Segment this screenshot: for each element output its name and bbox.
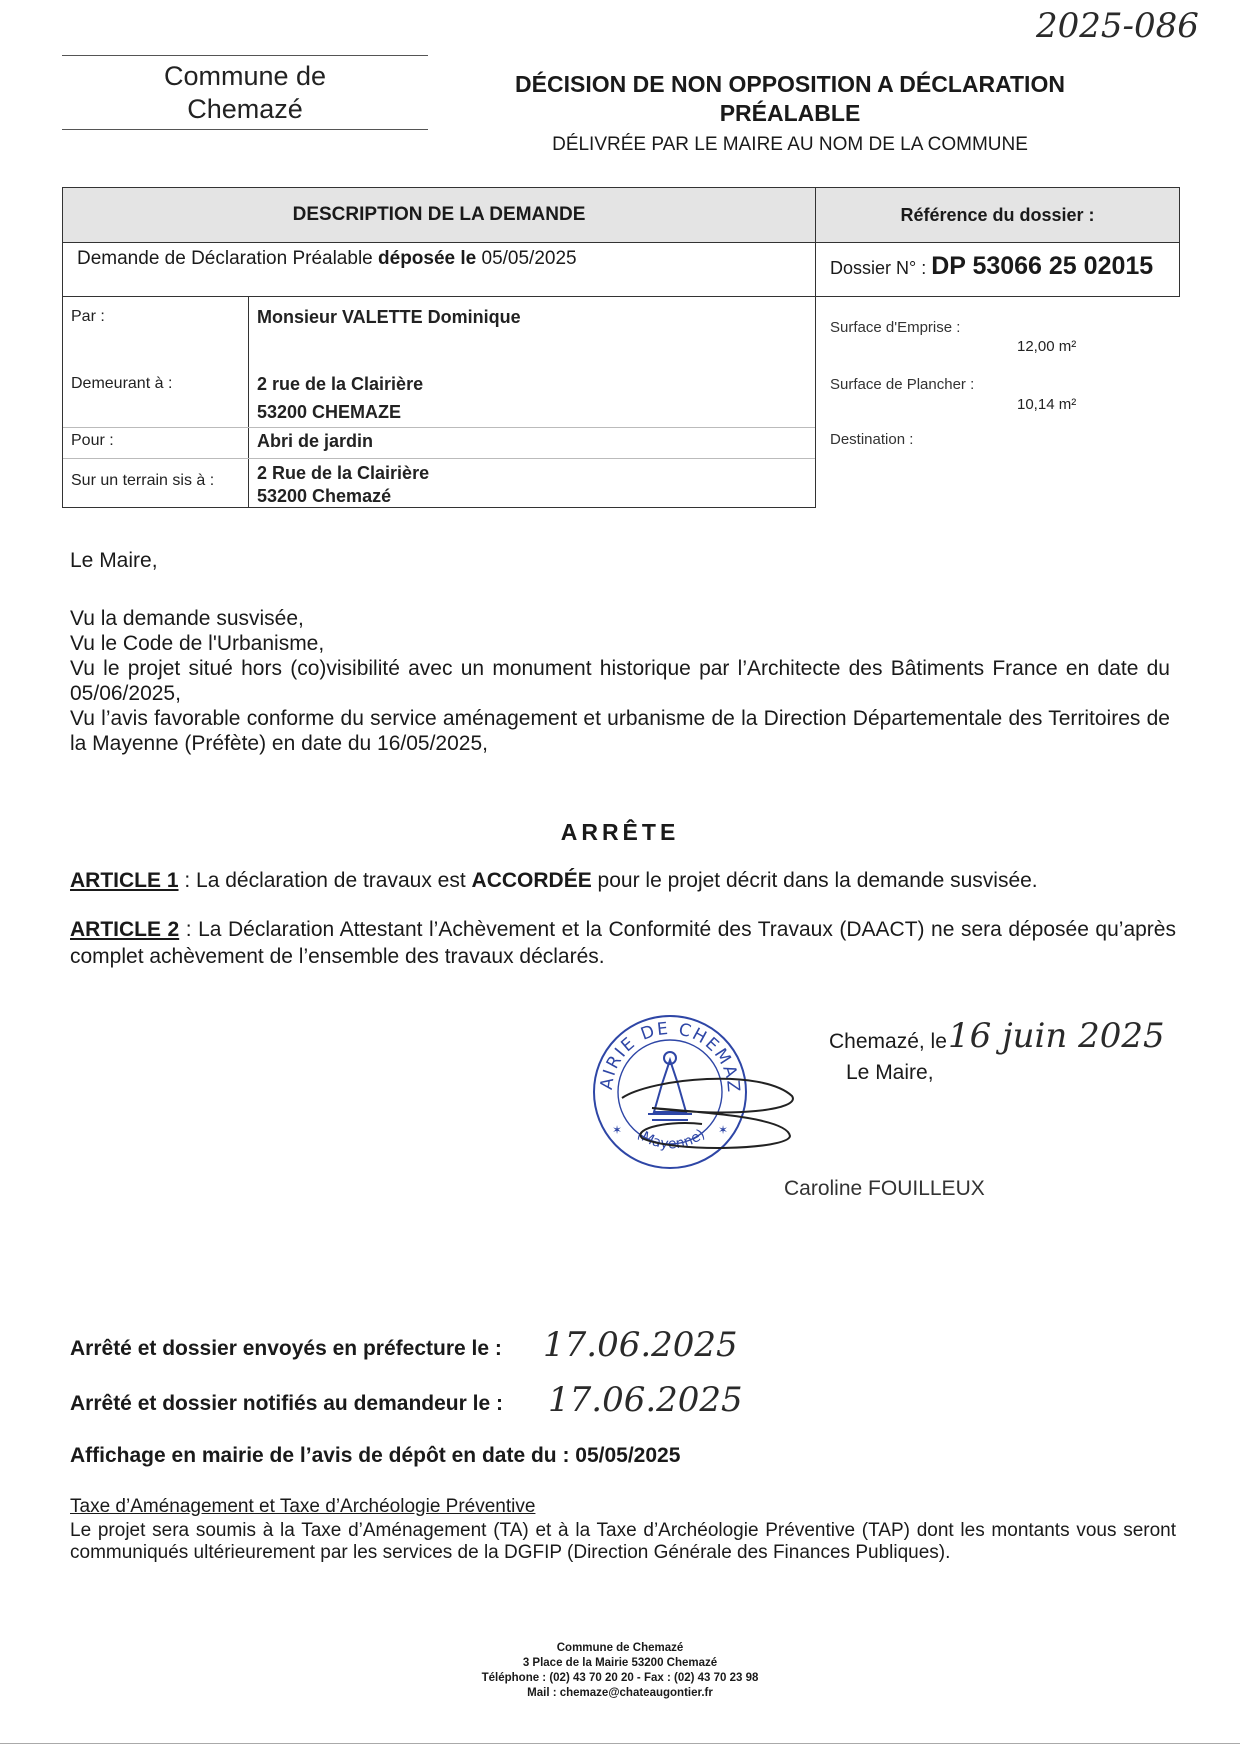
vu-code: Vu le Code de l'Urbanisme, xyxy=(70,632,325,655)
applicant-label: Par : xyxy=(71,308,105,325)
signature-place: Chemazé, le xyxy=(829,1030,947,1053)
article-1 xyxy=(70,867,1176,894)
reference-box xyxy=(815,187,1180,297)
address-line-2: 53200 CHEMAZE xyxy=(257,402,402,422)
description-header xyxy=(63,188,815,243)
emprise-value: 12,00 m² xyxy=(1017,338,1077,355)
article-2-label: ARTICLE 2 xyxy=(70,918,180,941)
deposit-line xyxy=(77,248,797,270)
article-1-accordee: ACCORDÉE xyxy=(471,869,592,892)
commune-line-1: Commune de xyxy=(163,61,327,91)
row-divider-pour xyxy=(63,427,815,428)
plancher-value: 10,14 m² xyxy=(1017,396,1077,413)
vu-projet: Vu le projet situé hors (co)visibilité avec un monument historique par l’Architecte des Bâtiments France en date du 05/06/2025, xyxy=(70,657,1170,705)
taxes-text: Le projet sera soumis à la Taxe d’Aménagement (TA) et à la Taxe d’Archéologie Préventive (TAP) dont les montants vous seront communiqués ultérieurement par les services de la DGFIP (Direction Générale des Finances Publiques). xyxy=(70,1520,1176,1563)
description-table xyxy=(62,187,816,508)
svg-text:✶: ✶ xyxy=(718,1123,729,1137)
purpose-value: Abri de jardin xyxy=(257,431,374,451)
handwritten-file-number: 2025-086 xyxy=(1036,6,1199,46)
dossier-number-line xyxy=(830,252,1153,281)
stamp-bottom-text: (Mayenne) xyxy=(633,1126,709,1153)
signature-role: Le Maire, xyxy=(846,1061,934,1084)
scan-bottom-edge xyxy=(0,1743,1240,1744)
plancher-label: Surface de Plancher : xyxy=(830,376,975,393)
address-line-1: 2 rue de la Clairière xyxy=(257,374,424,394)
description-header-label: DESCRIPTION DE LA DEMANDE xyxy=(292,204,586,225)
commune-line-2: Chemazé xyxy=(187,94,303,124)
svg-text:✶: ✶ xyxy=(612,1123,623,1137)
emprise-label: Surface d'Emprise : xyxy=(830,319,961,336)
signature-name: Caroline FOUILLEUX xyxy=(784,1177,985,1200)
title-line-2: PRÉALABLE xyxy=(719,100,861,126)
article-2-text: : La Déclaration Attestant l’Achèvement et la Conformité des Travaux (DAACT) ne sera déposée qu’après complet achèvement de l’ensemble des travaux déclarés. xyxy=(70,918,1176,968)
land-line-1: 2 Rue de la Clairière xyxy=(257,463,430,483)
affichage-line: Affichage en mairie de l’avis de dépôt en date du : 05/05/2025 xyxy=(70,1444,681,1467)
handwritten-signature-date: 16 juin 2025 xyxy=(948,1016,1165,1056)
prefecture-label: Arrêté et dossier envoyés en préfecture le : xyxy=(70,1337,502,1360)
address-label: Demeurant à : xyxy=(71,375,173,392)
notified-label: Arrêté et dossier notifiés au demandeur le : xyxy=(70,1392,503,1415)
row-divider-terrain xyxy=(63,458,815,459)
label-column-divider xyxy=(248,296,249,508)
vu-avis: Vu l’avis favorable conforme du service aménagement et urbanisme de la Direction Départementale des Territoires de la Mayenne (Préfète) en date du 16/05/2025, xyxy=(70,707,1170,755)
reference-header-label: Référence du dossier : xyxy=(900,204,1095,225)
footer-line-1: Commune de Chemazé xyxy=(556,1642,684,1654)
signature-scribble xyxy=(612,1058,802,1158)
footer xyxy=(0,1641,1240,1701)
document-title xyxy=(470,70,1110,128)
article-1-text-2: pour le projet décrit dans la demande susvisée. xyxy=(591,869,1038,892)
deposit-bold: déposée le xyxy=(378,248,477,269)
commune-name xyxy=(62,60,428,126)
article-1-label: ARTICLE 1 xyxy=(70,869,179,892)
stamp-top-text: AIRIE DE CHEMAZ xyxy=(596,1018,744,1095)
vu-demande: Vu la demande susvisée, xyxy=(70,607,304,630)
taxes-title: Taxe d’Aménagement et Taxe d’Archéologie Préventive xyxy=(70,1496,536,1517)
deposit-prefix: Demande de Déclaration Préalable xyxy=(77,248,379,269)
purpose-label: Pour : xyxy=(71,432,114,449)
destination-label: Destination : xyxy=(830,431,914,448)
title-line-1: DÉCISION DE NON OPPOSITION A DÉCLARATION xyxy=(515,71,1065,97)
land-line-2: 53200 Chemazé xyxy=(257,486,392,506)
dossier-number: DP 53066 25 02015 xyxy=(931,252,1154,280)
article-2 xyxy=(70,916,1176,970)
article-1-text-1: : La déclaration de travaux est xyxy=(178,869,472,892)
deposit-divider xyxy=(63,296,815,297)
prefecture-date: 17.06.2025 xyxy=(543,1325,738,1365)
le-maire-heading: Le Maire, xyxy=(70,549,158,572)
deposit-date: 05/05/2025 xyxy=(476,248,577,269)
arrete-heading: ARRÊTE xyxy=(560,819,680,845)
commune-top-rule xyxy=(62,55,428,56)
footer-line-3: Téléphone : (02) 43 70 20 20 - Fax : (02) 43 70 23 98 xyxy=(481,1672,759,1684)
footer-line-4: Mail : chemaze@chateaugontier.fr xyxy=(527,1687,713,1699)
reference-header xyxy=(816,188,1179,243)
land-label: Sur un terrain sis à : xyxy=(71,472,215,489)
dossier-label: Dossier N° : xyxy=(830,258,932,278)
applicant-value: Monsieur VALETTE Dominique xyxy=(257,307,521,327)
notified-date: 17.06.2025 xyxy=(548,1380,743,1420)
commune-bottom-rule xyxy=(62,129,428,130)
footer-line-2: 3 Place de la Mairie 53200 Chemazé xyxy=(522,1657,718,1669)
document-subtitle: DÉLIVRÉE PAR LE MAIRE AU NOM DE LA COMMUNE xyxy=(552,134,1028,155)
